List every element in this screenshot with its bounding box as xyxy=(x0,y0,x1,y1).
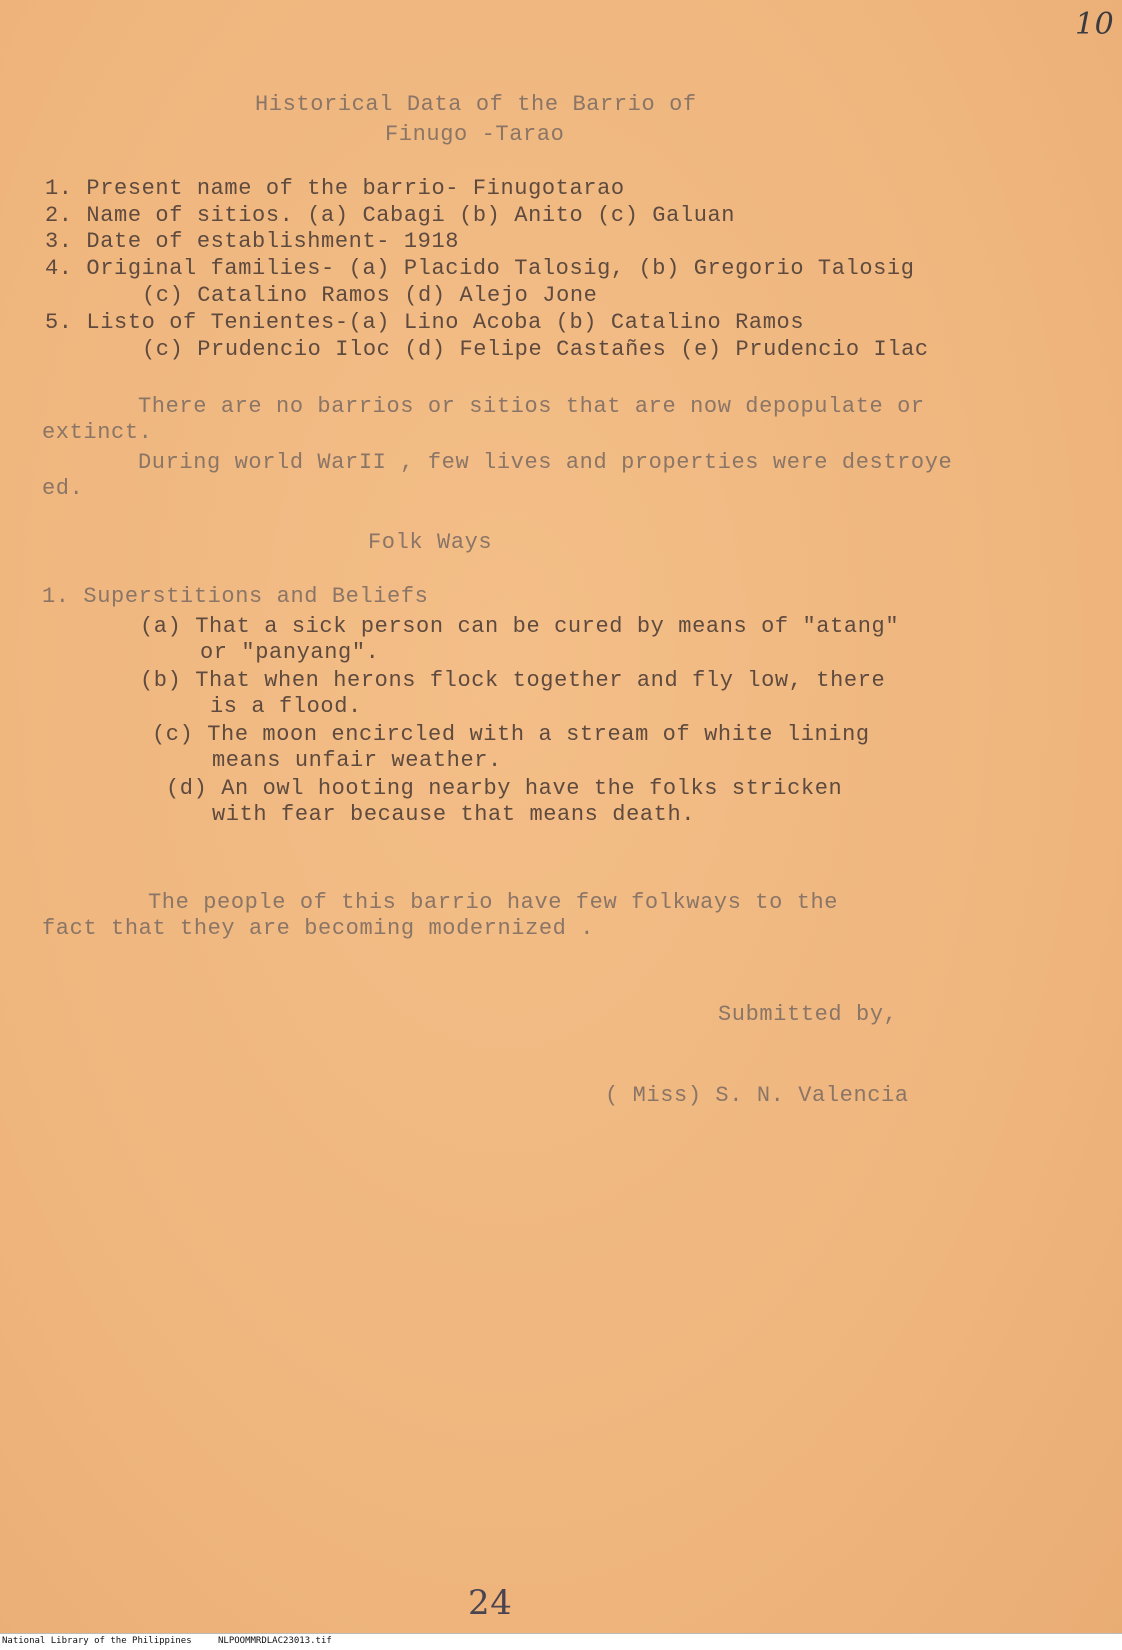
item-4: 4. Original families- (a) Placido Talosig, (b) Gregorio Talosig xyxy=(45,256,915,281)
belief-d-cont: with fear because that means death. xyxy=(212,802,696,827)
page-number-top: 10 xyxy=(1075,7,1115,42)
belief-a-cont: or "panyang". xyxy=(200,640,380,665)
folk-ways-heading: Folk Ways xyxy=(368,530,493,555)
belief-d: (d) An owl hooting nearby have the folks stricken xyxy=(166,776,843,801)
belief-c: (c) The moon encircled with a stream of white lining xyxy=(152,722,870,747)
paragraph-1-line-2: extinct. xyxy=(42,420,153,445)
scan-footer xyxy=(0,1633,1122,1650)
belief-a: (a) That a sick person can be cured by means of "atang" xyxy=(140,614,900,639)
superstitions-heading: 1. Superstitions and Beliefs xyxy=(42,584,429,609)
paragraph-3-line-1: The people of this barrio have few folkways to the xyxy=(148,890,839,915)
page-number-bottom: 24 xyxy=(468,1583,513,1623)
item-4-cont: (c) Catalino Ramos (d) Alejo Jone xyxy=(142,283,598,308)
belief-b-cont: is a flood. xyxy=(210,694,362,719)
item-3: 3. Date of establishment- 1918 xyxy=(45,229,460,254)
item-5-cont: (c) Prudencio Iloc (d) Felipe Castañes (e) Prudencio Ilac xyxy=(142,337,929,362)
paragraph-2-line-2: ed. xyxy=(42,476,84,501)
belief-b: (b) That when herons flock together and fly low, there xyxy=(140,668,886,693)
paragraph-2-line-1: During world WarII , few lives and properties were destroye xyxy=(138,450,953,475)
belief-c-cont: means unfair weather. xyxy=(212,748,502,773)
paragraph-3-line-2: fact that they are becoming modernized . xyxy=(42,916,595,941)
item-5: 5. Listo of Tenientes-(a) Lino Acoba (b) Catalino Ramos xyxy=(45,310,805,335)
footer-file-name: NLPOOMMRDLAC23013.tif xyxy=(218,1636,332,1646)
item-2: 2. Name of sitios. (a) Cabagi (b) Anito (c) Galuan xyxy=(45,203,736,228)
title-line-2: Finugo -Tarao xyxy=(385,122,565,147)
item-1: 1. Present name of the barrio- Finugotarao xyxy=(45,176,625,201)
title-line-1: Historical Data of the Barrio of xyxy=(255,92,697,117)
paragraph-1-line-1: There are no barrios or sitios that are now depopulate or xyxy=(138,394,925,419)
signature-name: ( Miss) S. N. Valencia xyxy=(605,1083,909,1108)
footer-library-label: National Library of the Philippines xyxy=(2,1636,192,1646)
submitted-by: Submitted by, xyxy=(718,1002,898,1027)
